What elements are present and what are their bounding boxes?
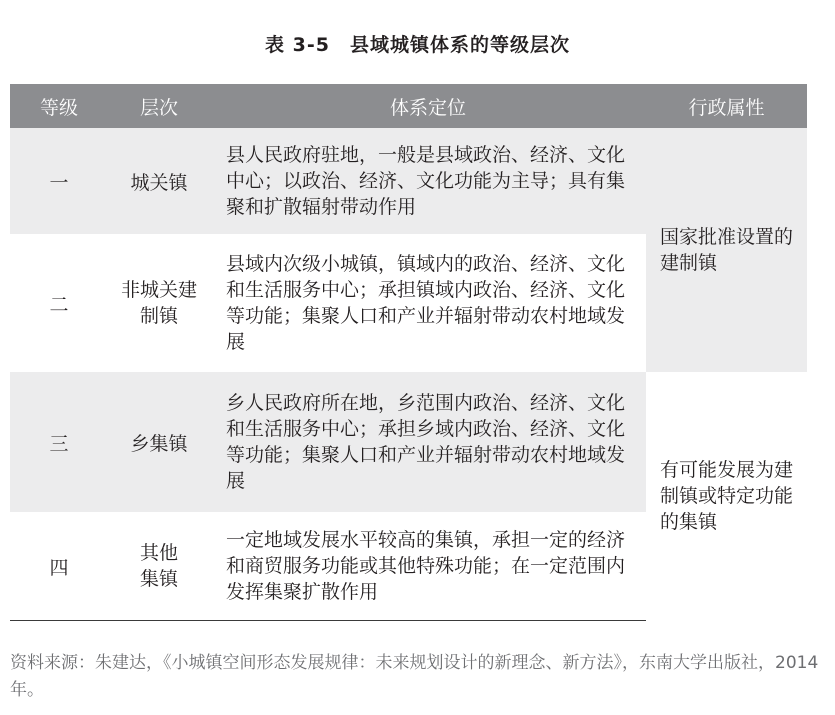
level-cell: 二 xyxy=(10,234,108,372)
tier-text: 其他集镇 xyxy=(140,542,179,590)
header-role: 体系定位 xyxy=(210,84,646,128)
table-row xyxy=(10,128,807,234)
tier-text: 非城关建制镇 xyxy=(121,279,198,327)
role-cell: 乡人民政府所在地，乡范围内政治、经济、文化和生活服务中心；承担乡域内政治、经济、文化等功能；集聚人口和产业并辐射带动农村地域发展 xyxy=(210,372,646,512)
town-hierarchy-table xyxy=(10,84,807,621)
level-cell: 四 xyxy=(10,512,108,621)
table-title: 表 3-5 县域城镇体系的等级层次 xyxy=(265,34,570,56)
header-row xyxy=(10,84,807,128)
tier-cell: 城关镇 xyxy=(108,128,210,234)
level-cell: 一 xyxy=(10,128,108,234)
level-cell: 三 xyxy=(10,372,108,512)
role-cell: 县人民政府驻地，一般是县域政治、经济、文化中心；以政治、经济、文化功能为主导；具有集聚和扩散辐射带动作用 xyxy=(210,128,646,234)
tier-cell xyxy=(108,512,210,621)
table-row xyxy=(10,372,807,512)
source-note: 资料来源：朱建达，《小城镇空间形态发展规律：未来规划设计的新理念、新方法》，东南大学出版社，2014 年。 xyxy=(10,653,819,700)
tier-cell: 乡集镇 xyxy=(108,372,210,512)
admin-cell: 国家批准设置的建制镇 xyxy=(646,128,807,372)
role-cell: 一定地域发展水平较高的集镇，承担一定的经济和商贸服务功能或其他特殊功能；在一定范围内发挥集聚扩散作用 xyxy=(210,512,646,621)
tier-cell xyxy=(108,234,210,372)
admin-cell: 有可能发展为建制镇或特定功能的集镇 xyxy=(646,372,807,621)
role-cell: 县域内次级小城镇，镇域内的政治、经济、文化和生活服务中心；承担镇域内政治、经济、文化等功能；集聚人口和产业并辐射带动农村地域发展 xyxy=(210,234,646,372)
header-admin: 行政属性 xyxy=(646,84,807,128)
header-level: 等级 xyxy=(10,84,108,128)
header-tier: 层次 xyxy=(108,84,210,128)
